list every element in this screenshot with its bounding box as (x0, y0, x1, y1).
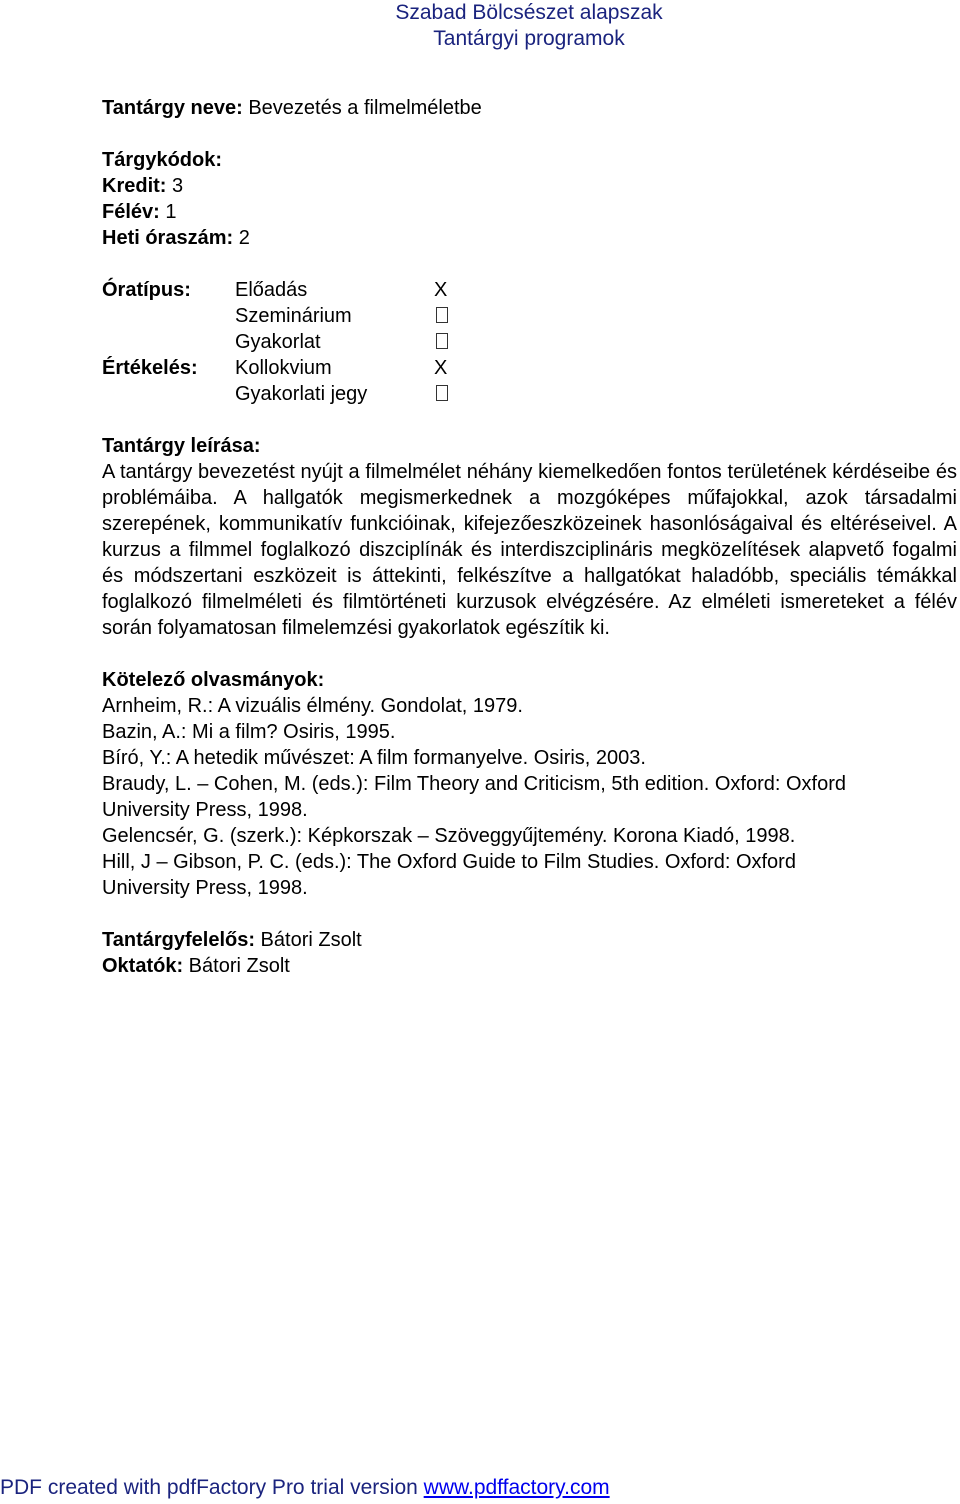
teachers-label: Oktatók: (102, 955, 184, 977)
empty-checkbox-icon (434, 381, 448, 407)
reading-item: Bíró, Y.: A hetedik művészet: A film formanyelve. Osiris, 2003. (102, 747, 646, 769)
hours-value: 2 (233, 227, 250, 249)
semester-row (102, 199, 957, 225)
reading-item: Bazin, A.: Mi a film? Osiris, 1995. (102, 721, 396, 743)
program-subtitle: Tantárgyi programok (433, 27, 625, 50)
responsible-value: Bátori Zsolt (255, 929, 362, 951)
type-row-colloquium (102, 355, 957, 381)
empty-checkbox-icon (434, 303, 448, 329)
course-sheet (102, 95, 957, 979)
description-text: A tantárgy bevezetést nyújt a filmelmélet néhány kiemelkedően fontos területének kérdéseibe és problémáiba. A hallgatók megismerkednek a mozgóképes műfajokkal, azok társadalmi szerepének, kommunikatív funkcióinak, kifejezőeszközeinek hasonlóságaival és eltéréseivel. A kurzus a filmmel foglalkozó diszciplínák és interdiszciplináris megközelítések alapvető fogalmi és módszertani eszközeit is áttekinti, felkészítve a hallgatókat haladóbb, speciális témákkal foglalkozó filmelméleti és filmtörténeti kurzusok elvégzésére. Az elméleti ismereteket a félév során folyamatosan filmelemzési gyakorlatok egészítik ki. (102, 461, 957, 639)
course-code-label: Tárgykódok: (102, 149, 223, 171)
option-mark: X (434, 357, 448, 379)
description-label: Tantárgy leírása: (102, 435, 261, 457)
credit-row (102, 173, 957, 199)
responsible-label: Tantárgyfelelős: (102, 929, 255, 951)
document-header (300, 0, 758, 52)
type-row-seminar (102, 303, 957, 329)
option-label: Gyakorlati jegy (235, 383, 368, 405)
footer-text: PDF created with pdfFactory Pro trial version (0, 1476, 424, 1499)
evaluation-label: Értékelés: (102, 357, 198, 379)
hours-label: Heti óraszám: (102, 227, 234, 249)
course-name-row (102, 95, 957, 121)
option-label: Gyakorlat (235, 331, 321, 353)
empty-checkbox-icon (434, 329, 448, 355)
reading-item: Braudy, L. – Cohen, M. (eds.): Film Theory and Criticism, 5th edition. Oxford: Oxford (102, 773, 846, 795)
option-label: Szeminárium (235, 305, 352, 327)
type-row-practice (102, 329, 957, 355)
option-label: Kollokvium (235, 357, 332, 379)
hours-row (102, 225, 957, 251)
semester-label: Félév: (102, 201, 160, 223)
teachers-row (102, 953, 957, 979)
type-row-lecture (102, 277, 957, 303)
option-mark: X (434, 279, 448, 301)
program-title: Szabad Bölcsészet alapszak (395, 1, 663, 24)
credit-label: Kredit: (102, 175, 167, 197)
credit-value: 3 (166, 175, 184, 197)
readings-label: Kötelező olvasmányok: (102, 669, 325, 691)
course-name-label: Tantárgy neve: (102, 97, 243, 119)
pdf-footer (0, 1474, 610, 1502)
reading-item: University Press, 1998. (102, 799, 308, 821)
reading-item: Arnheim, R.: A vizuális élmény. Gondolat, 1979. (102, 695, 523, 717)
reading-item: Hill, J – Gibson, P. C. (eds.): The Oxford Guide to Film Studies. Oxford: Oxford (102, 851, 796, 873)
semester-value: 1 (159, 201, 177, 223)
teachers-value: Bátori Zsolt (183, 955, 290, 977)
course-code-row (102, 147, 957, 173)
type-row-practical-grade (102, 381, 957, 407)
reading-item: University Press, 1998. (102, 877, 308, 899)
course-name-value: Bevezetés a filmelméletbe (242, 97, 482, 119)
reading-item: Gelencsér, G. (szerk.): Képkorszak – Szöveggyűjtemény. Korona Kiadó, 1998. (102, 825, 796, 847)
option-label: Előadás (235, 279, 308, 301)
footer-link[interactable]: www.pdffactory.com (423, 1476, 610, 1499)
responsible-row (102, 927, 957, 953)
class-type-label: Óratípus: (102, 279, 191, 301)
